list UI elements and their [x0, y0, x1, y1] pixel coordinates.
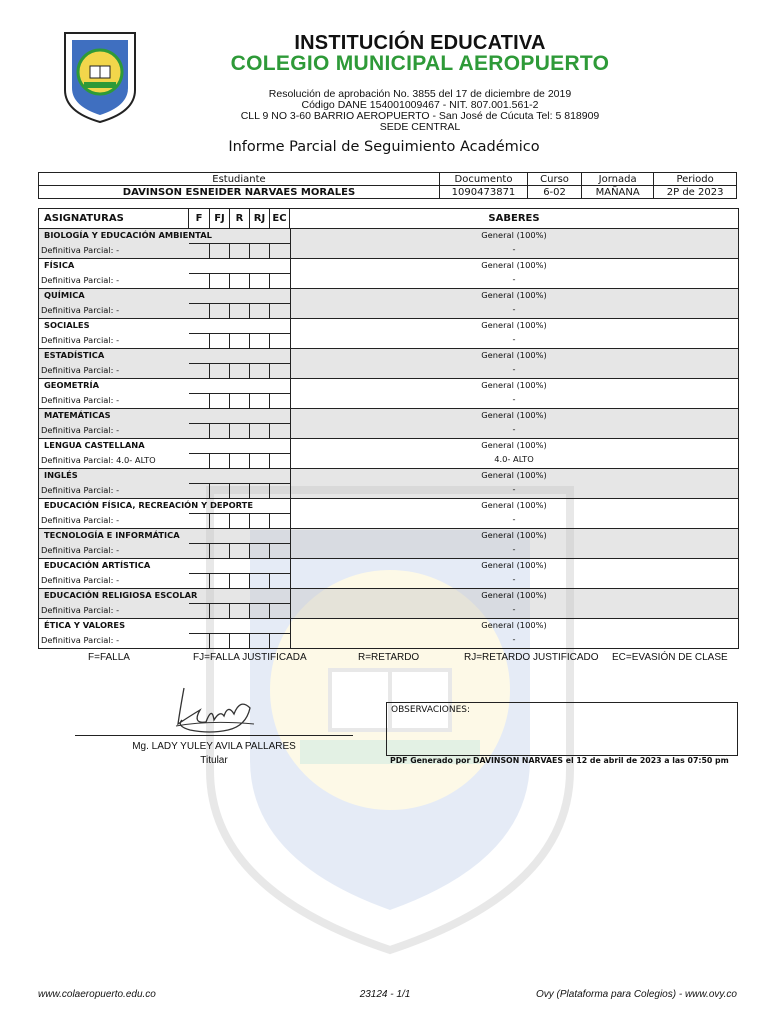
signature-scribble [170, 680, 260, 736]
box-fj [210, 634, 230, 648]
attendance-boxes [189, 513, 290, 528]
subject-row [39, 439, 738, 469]
attendance-boxes [189, 633, 290, 648]
box-f [189, 334, 210, 348]
observations-label: OBSERVACIONES: [391, 705, 471, 715]
subject-general: General (100%) [481, 410, 547, 420]
subject-row [39, 409, 738, 439]
box-ec [270, 604, 289, 618]
box-ec [270, 544, 289, 558]
box-ec [270, 424, 289, 438]
box-f [189, 394, 210, 408]
signature-line [75, 735, 353, 736]
legend-fj: FJ=FALLA JUSTIFICADA [193, 652, 307, 663]
label-estudiante: Estudiante [39, 173, 440, 186]
observations-box [386, 702, 738, 756]
subject-row [39, 589, 738, 619]
subject-general: General (100%) [481, 320, 547, 330]
signer-role: Titular [200, 755, 228, 766]
box-r [230, 484, 250, 498]
box-r [230, 274, 250, 288]
box-f [189, 424, 210, 438]
box-f [189, 574, 210, 588]
subject-value: - [512, 514, 516, 524]
footer-website: www.colaeropuerto.edu.co [38, 989, 156, 1000]
subject-general: General (100%) [481, 590, 547, 600]
box-fj [210, 304, 230, 318]
box-ec [270, 334, 289, 348]
legend-r: R=RETARDO [358, 652, 420, 663]
label-curso: Curso [528, 173, 582, 186]
box-rj [250, 634, 270, 648]
campus: SEDE CENTRAL [379, 121, 461, 133]
box-r [230, 514, 250, 528]
subject-name: EDUCACIÓN ARTÍSTICA [44, 560, 151, 570]
legend-f: F=FALLA [88, 652, 130, 663]
subject-row [39, 229, 738, 259]
box-rj [250, 424, 270, 438]
footer-page: 23124 - 1/1 [359, 989, 411, 1000]
box-fj [210, 334, 230, 348]
box-ec [270, 634, 289, 648]
subject-general: General (100%) [481, 530, 547, 540]
box-f [189, 274, 210, 288]
subject-definitiva: Definitiva Parcial: - [41, 275, 120, 285]
box-fj [210, 544, 230, 558]
subject-general: General (100%) [481, 470, 547, 480]
institution-label: INSTITUCIÓN EDUCATIVA [294, 32, 546, 54]
subject-value: - [512, 394, 516, 404]
box-ec [270, 454, 289, 468]
box-ec [270, 394, 289, 408]
attendance-boxes [189, 573, 290, 588]
box-r [230, 364, 250, 378]
signer-name: Mg. LADY YULEY AVILA PALLARES [132, 741, 296, 752]
box-r [230, 574, 250, 588]
subject-definitiva: Definitiva Parcial: - [41, 575, 120, 585]
box-fj [210, 514, 230, 528]
subject-name: INGLÉS [44, 470, 78, 480]
subject-name: LENGUA CASTELLANA [44, 440, 145, 450]
box-rj [250, 394, 270, 408]
subject-value: - [512, 244, 516, 254]
box-f [189, 364, 210, 378]
student-info-table [38, 172, 737, 199]
box-rj [250, 574, 270, 588]
attendance-boxes [189, 483, 290, 498]
subject-name: SOCIALES [44, 320, 90, 330]
box-r [230, 634, 250, 648]
header-rj: RJ [250, 209, 270, 228]
legend-ec: EC=EVASIÓN DE CLASE [612, 652, 728, 663]
box-rj [250, 544, 270, 558]
box-fj [210, 484, 230, 498]
student-name: DAVINSON ESNEIDER NARVAES MORALES [39, 186, 440, 199]
subject-name: MATEMÁTICAS [44, 410, 111, 420]
subject-row [39, 379, 738, 409]
student-period: 2P de 2023 [654, 186, 737, 199]
grades-table [38, 208, 739, 649]
subject-row [39, 259, 738, 289]
box-rj [250, 484, 270, 498]
box-fj [210, 424, 230, 438]
footer-platform: Ovy (Plataforma para Colegios) - www.ovy.co [536, 989, 737, 1000]
box-rj [250, 304, 270, 318]
student-course: 6-02 [528, 186, 582, 199]
subject-value: - [512, 574, 516, 584]
subject-value: - [512, 334, 516, 344]
subject-value: - [512, 304, 516, 314]
subject-value: - [512, 274, 516, 284]
box-fj [210, 394, 230, 408]
subject-value: - [512, 364, 516, 374]
subject-value: - [512, 604, 516, 614]
box-ec [270, 364, 289, 378]
attendance-boxes [189, 243, 290, 258]
box-ec [270, 244, 289, 258]
attendance-boxes [189, 543, 290, 558]
subject-row [39, 559, 738, 589]
header-f: F [189, 209, 210, 228]
school-name: COLEGIO MUNICIPAL AEROPUERTO [230, 52, 610, 75]
subject-value: - [512, 424, 516, 434]
subject-definitiva: Definitiva Parcial: - [41, 305, 120, 315]
grades-header [39, 209, 738, 229]
subject-general: General (100%) [481, 350, 547, 360]
header-r: R [230, 209, 250, 228]
box-fj [210, 604, 230, 618]
subject-row [39, 499, 738, 529]
subject-row [39, 289, 738, 319]
box-fj [210, 364, 230, 378]
subject-name: ÉTICA Y VALORES [44, 620, 126, 630]
box-fj [210, 574, 230, 588]
box-rj [250, 334, 270, 348]
box-r [230, 424, 250, 438]
box-f [189, 514, 210, 528]
box-f [189, 544, 210, 558]
label-jornada: Jornada [582, 173, 654, 186]
subject-general: General (100%) [481, 260, 547, 270]
subject-general: General (100%) [481, 500, 547, 510]
subject-definitiva: Definitiva Parcial: - [41, 335, 120, 345]
box-r [230, 244, 250, 258]
box-f [189, 484, 210, 498]
legend-rj: RJ=RETARDO JUSTIFICADO [464, 652, 599, 663]
student-shift: MAÑANA [582, 186, 654, 199]
box-f [189, 634, 210, 648]
subject-name: ESTADÍSTICA [44, 350, 105, 360]
subject-general: General (100%) [481, 380, 547, 390]
attendance-boxes [189, 453, 290, 468]
box-ec [270, 484, 289, 498]
subject-name: FÍSICA [44, 260, 75, 270]
subject-name: GEOMETRÍA [44, 380, 100, 390]
attendance-boxes [189, 273, 290, 288]
box-ec [270, 514, 289, 528]
subject-definitiva: Definitiva Parcial: - [41, 245, 120, 255]
subject-name: BIOLOGÍA Y EDUCACIÓN AMBIENTAL [44, 230, 212, 240]
box-fj [210, 454, 230, 468]
box-rj [250, 604, 270, 618]
box-f [189, 604, 210, 618]
subject-general: General (100%) [481, 620, 547, 630]
box-ec [270, 574, 289, 588]
box-ec [270, 274, 289, 288]
subject-value: - [512, 634, 516, 644]
box-rj [250, 454, 270, 468]
box-ec [270, 304, 289, 318]
subject-general: General (100%) [481, 230, 547, 240]
box-r [230, 394, 250, 408]
box-fj [210, 244, 230, 258]
generated-note: PDF Generado por DAVINSON NARVAES el 12 de abril de 2023 a las 07:50 pm [390, 756, 729, 765]
report-title: Informe Parcial de Seguimiento Académico [228, 139, 540, 155]
box-r [230, 604, 250, 618]
box-rj [250, 244, 270, 258]
attendance-boxes [189, 423, 290, 438]
subject-name: EDUCACIÓN FÍSICA, RECREACIÓN Y DEPORTE [44, 500, 253, 510]
box-r [230, 334, 250, 348]
box-f [189, 454, 210, 468]
subject-value: - [512, 484, 516, 494]
subject-general: General (100%) [481, 440, 547, 450]
label-documento: Documento [439, 173, 527, 186]
subject-general: General (100%) [481, 290, 547, 300]
dane-code: Código DANE 154001009467 - NIT. 807.001.561-2 [301, 99, 539, 111]
subject-row [39, 349, 738, 379]
student-document: 1090473871 [439, 186, 527, 199]
box-r [230, 304, 250, 318]
subject-definitiva: Definitiva Parcial: - [41, 515, 120, 525]
subject-row [39, 529, 738, 559]
attendance-boxes [189, 303, 290, 318]
subject-name: QUÍMICA [44, 290, 85, 300]
header-fj: FJ [210, 209, 230, 228]
subject-row [39, 469, 738, 499]
subject-definitiva: Definitiva Parcial: - [41, 485, 120, 495]
box-fj [210, 274, 230, 288]
box-r [230, 454, 250, 468]
address: CLL 9 NO 3-60 BARRIO AEROPUERTO - San José de Cúcuta Tel: 5 818909 [240, 110, 600, 122]
box-r [230, 544, 250, 558]
box-rj [250, 364, 270, 378]
header-ec: EC [270, 209, 290, 228]
header-asignaturas: ASIGNATURAS [39, 209, 189, 228]
subject-name: TECNOLOGÍA E INFORMÁTICA [44, 530, 180, 540]
header-saberes: SABERES [488, 213, 540, 224]
attendance-boxes [189, 333, 290, 348]
attendance-boxes [189, 393, 290, 408]
label-periodo: Periodo [654, 173, 737, 186]
attendance-boxes [189, 603, 290, 618]
school-crest-logo [62, 30, 138, 125]
subject-general: General (100%) [481, 560, 547, 570]
subject-value: - [512, 544, 516, 554]
attendance-boxes [189, 363, 290, 378]
subject-definitiva: Definitiva Parcial: - [41, 395, 120, 405]
subject-definitiva: Definitiva Parcial: - [41, 365, 120, 375]
subject-name: EDUCACIÓN RELIGIOSA ESCOLAR [44, 590, 198, 600]
box-f [189, 304, 210, 318]
subject-value: 4.0- ALTO [494, 454, 534, 464]
subject-definitiva: Definitiva Parcial: - [41, 635, 120, 645]
subject-definitiva: Definitiva Parcial: - [41, 425, 120, 435]
subject-row [39, 619, 738, 648]
subject-definitiva: Definitiva Parcial: 4.0- ALTO [41, 455, 156, 465]
subject-definitiva: Definitiva Parcial: - [41, 605, 120, 615]
box-rj [250, 514, 270, 528]
resolution-text: Resolución de aprobación No. 3855 del 17 de diciembre de 2019 [268, 88, 572, 100]
subject-row [39, 319, 738, 349]
box-rj [250, 274, 270, 288]
subject-definitiva: Definitiva Parcial: - [41, 545, 120, 555]
box-f [189, 244, 210, 258]
